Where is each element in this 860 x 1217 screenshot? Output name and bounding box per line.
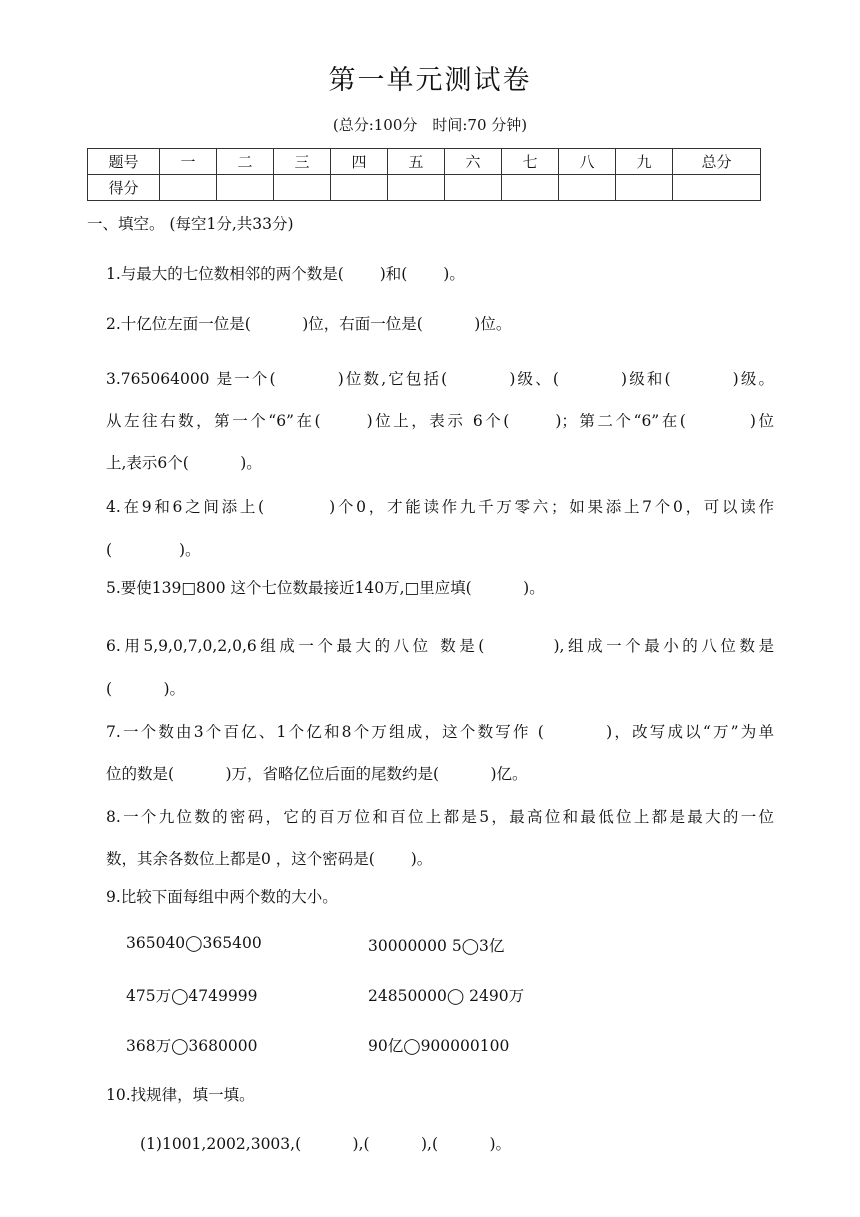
question-8-line-2: 数，其余各数位上都是0 ，这个密码是( )。 — [106, 850, 433, 868]
question-5: 5.要使139□800 这个七位数最接近140万,□里应填( )。 — [106, 579, 545, 597]
question-9-prompt: 9.比较下面每组中两个数的大小。 — [106, 888, 338, 906]
score-cell[interactable] — [673, 175, 761, 201]
comparison-item: 24850000◯ 2490万 — [368, 987, 525, 1005]
score-table-header-cell: 一 — [160, 149, 217, 175]
score-table-header-cell: 四 — [331, 149, 388, 175]
score-table-score-row — [88, 175, 761, 201]
score-cell[interactable] — [559, 175, 616, 201]
score-table-header-row — [88, 149, 761, 175]
page-title: 第一单元测试卷 — [328, 65, 532, 96]
score-cell[interactable] — [217, 175, 274, 201]
question-7-line-1: 7.一个数由3个百亿、1个亿和8个万组成，这个数写作 ( )，改写成以“万”为单 — [106, 723, 774, 741]
score-table-row-label: 得分 — [88, 175, 160, 201]
question-10-item-1: (1)1001,2002,3003,( ),( ),( )。 — [140, 1135, 511, 1153]
comparison-item: 365040◯365400 — [126, 934, 262, 952]
question-6-line-1: 6.用5,9,0,7,0,2,0,6组成一个最大的八位 数是( ),组成一个最小的八位数是 — [106, 637, 774, 655]
score-cell[interactable] — [616, 175, 673, 201]
question-7-line-2: 位的数是( )万，省略亿位后面的尾数约是( )亿。 — [106, 765, 528, 783]
question-10-prompt: 10.找规律，填一填。 — [106, 1086, 255, 1104]
score-table-header-cell: 总分 — [673, 149, 761, 175]
score-table-header-cell: 题号 — [88, 149, 160, 175]
score-table-header-cell: 七 — [502, 149, 559, 175]
question-3-line-1: 3.765064000 是一个( )位数,它包括( )级、( )级和( )级。 — [106, 370, 774, 388]
score-cell[interactable] — [160, 175, 217, 201]
question-4-line-1: 4.在9和6之间添上( )个0，才能读作九千万零六；如果添上7个0，可以读作 — [106, 498, 774, 516]
score-table-header-cell: 二 — [217, 149, 274, 175]
comparison-item: 475万◯4749999 — [126, 987, 258, 1005]
question-3-line-2: 从左往右数，第一个“6”在( )位上，表示 6个( )；第二个“6”在( )位 — [106, 412, 774, 430]
comparison-item: 90亿◯900000100 — [368, 1037, 510, 1055]
score-table-header-cell: 六 — [445, 149, 502, 175]
question-8-line-1: 8.一个九位数的密码，它的百万位和百位上都是5，最高位和最低位上都是最大的一位 — [106, 808, 774, 826]
score-table — [87, 148, 761, 201]
comparison-item: 30000000 5◯3亿 — [368, 937, 505, 955]
section-1-heading: 一、填空。 (每空1分,共33分) — [87, 215, 294, 233]
score-cell[interactable] — [388, 175, 445, 201]
score-cell[interactable] — [445, 175, 502, 201]
score-table-header-cell: 三 — [274, 149, 331, 175]
score-table-header-cell: 八 — [559, 149, 616, 175]
score-cell[interactable] — [502, 175, 559, 201]
score-cell[interactable] — [274, 175, 331, 201]
comparison-item: 368万◯3680000 — [126, 1037, 258, 1055]
question-2: 2.十亿位左面一位是( )位，右面一位是( )位。 — [106, 315, 512, 333]
question-6-line-2: ( )。 — [106, 680, 186, 698]
score-table-header-cell: 九 — [616, 149, 673, 175]
score-table-header-cell: 五 — [388, 149, 445, 175]
score-cell[interactable] — [331, 175, 388, 201]
question-3-line-3: 上,表示6个( )。 — [106, 454, 262, 472]
exam-info: (总分:100分 时间:70 分钟) — [332, 116, 528, 134]
question-1: 1.与最大的七位数相邻的两个数是( )和( )。 — [106, 265, 465, 283]
question-4-line-2: ( )。 — [106, 541, 201, 559]
